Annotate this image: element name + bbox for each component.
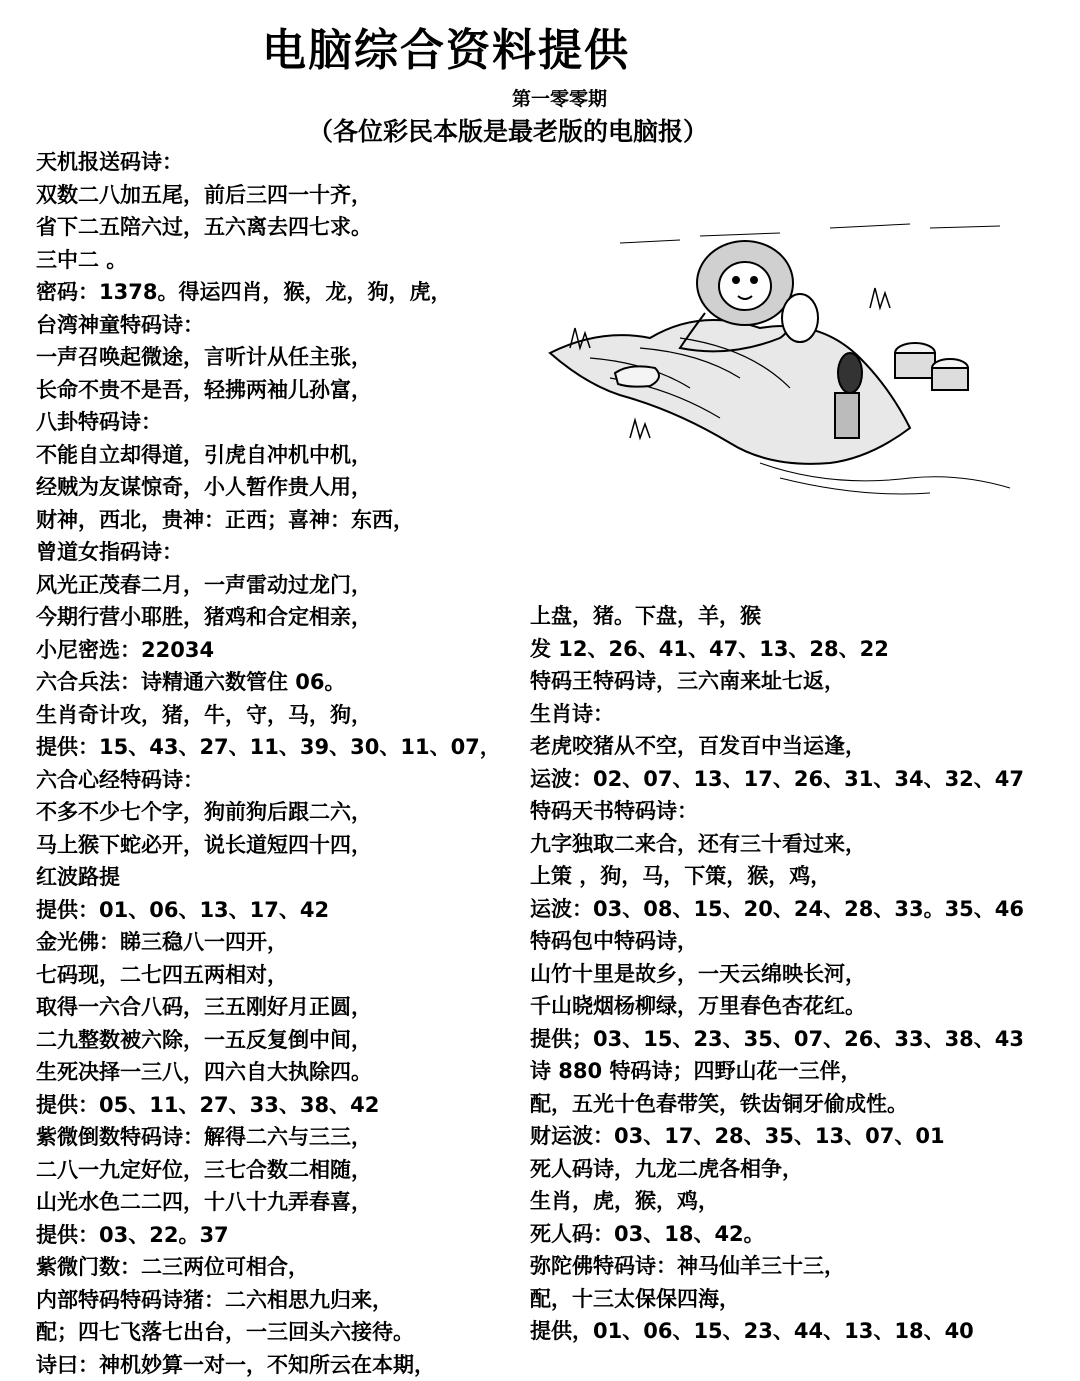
left-column-line: 一声召唤起微途，言听计从任主张， xyxy=(36,341,501,374)
right-column-line: 弥陀佛特码诗：神马仙羊三十三， xyxy=(530,1250,1024,1283)
left-column-line: 六合心经特码诗： xyxy=(36,764,501,797)
left-column-line: 台湾神童特码诗： xyxy=(36,309,501,342)
right-column-line: 老虎咬猪从不空，百发百中当运逢， xyxy=(530,730,1024,763)
right-column-line: 运波：03、08、15、20、24、28、33。35、46 xyxy=(530,893,1024,926)
left-column-line: 红波路提 xyxy=(36,861,501,894)
right-column-line: 配，十三太保保四海， xyxy=(530,1283,1024,1316)
right-column-line: 特码天书特码诗： xyxy=(530,795,1024,828)
right-column-line: 发 12、26、41、47、13、28、22 xyxy=(530,633,1024,666)
left-column-line: 配；四七飞落七出台，一三回头六接待。 xyxy=(36,1316,501,1349)
left-column-line: 天机报送码诗： xyxy=(36,146,501,179)
right-column-line: 千山晓烟杨柳绿，万里春色杏花红。 xyxy=(530,990,1024,1023)
right-column-line: 运波：02、07、13、17、26、31、34、32、47 xyxy=(530,763,1024,796)
issue-number: 第一零零期 xyxy=(512,84,607,111)
right-column-line: 提供，01、06、15、23、44、13、18、40 xyxy=(530,1315,1024,1348)
right-column-line: 死人码：03、18、42。 xyxy=(530,1218,1024,1251)
left-column-line: 双数二八加五尾，前后三四一十齐， xyxy=(36,179,501,212)
left-column-line: 不能自立却得道，引虎自冲机中机， xyxy=(36,439,501,472)
left-column-line: 二九整数被六除，一五反复倒中间， xyxy=(36,1024,501,1057)
left-column-line: 生肖奇计攻，猪，牛，守，马，狗， xyxy=(36,699,501,732)
page-title: 电脑综合资料提供 xyxy=(262,14,630,78)
left-column-line: 小尼密选：22034 xyxy=(36,634,501,667)
right-column-line: 上策 ，狗，马，下策，猴，鸡， xyxy=(530,860,1024,893)
left-column-line: 金光佛：睇三稳八一四开， xyxy=(36,926,501,959)
right-column-line: 九字独取二来合，还有三十看过来， xyxy=(530,828,1024,861)
left-column-line: 生死决择一三八，四六自大执除四。 xyxy=(36,1056,501,1089)
left-column-line: 内部特码特码诗猪：二六相思九归来， xyxy=(36,1284,501,1317)
right-column-line: 特码王特码诗，三六南来址七返， xyxy=(530,665,1024,698)
left-column-line: 紫微倒数特码诗：解得二六与三三， xyxy=(36,1121,501,1154)
left-column-line: 诗曰：神机妙算一对一，不知所云在本期， xyxy=(36,1349,501,1381)
right-column-line: 生肖，虎，猴，鸡， xyxy=(530,1185,1024,1218)
left-column-line: 今期行营小耶胜，猪鸡和合定相亲， xyxy=(36,601,501,634)
right-column-line: 死人码诗，九龙二虎各相争， xyxy=(530,1153,1024,1186)
right-column-line: 财运波：03、17、28、35、13、07、01 xyxy=(530,1120,1024,1153)
right-column-line: 配，五光十色春带笑，铁齿铜牙偷成性。 xyxy=(530,1088,1024,1121)
right-column-line: 提供；03、15、23、35、07、26、33、38、43 xyxy=(530,1023,1024,1056)
left-column-line: 紫微门数：二三两位可相合， xyxy=(36,1251,501,1284)
right-column xyxy=(530,600,1024,1348)
left-column-line: 六合兵法：诗精通六数管住 06。 xyxy=(36,666,501,699)
left-column-line: 山光水色二二四，十八十九弄春喜， xyxy=(36,1186,501,1219)
left-column-line: 八卦特码诗： xyxy=(36,406,501,439)
right-column-line: 特码包中特码诗， xyxy=(530,925,1024,958)
right-column-line: 生肖诗： xyxy=(530,698,1024,731)
left-column-line: 马上猴下蛇必开，说长道短四十四， xyxy=(36,829,501,862)
right-column-line: 诗 880 特码诗；四野山花一三伴， xyxy=(530,1055,1024,1088)
left-column-line: 取得一六合八码，三五刚好月正圆， xyxy=(36,991,501,1024)
lion-illustration xyxy=(530,188,1020,533)
left-column-line: 风光正茂春二月，一声雷动过龙门， xyxy=(36,569,501,602)
left-column-line: 密码：1378。得运四肖，猴，龙，狗，虎， xyxy=(36,276,501,309)
left-column-line: 经贼为友谋惊奇，小人暂作贵人用， xyxy=(36,471,501,504)
right-column-line: 山竹十里是故乡，一天云绵映长河， xyxy=(530,958,1024,991)
left-column-line: 提供：03、22。37 xyxy=(36,1219,501,1252)
left-column-line: 提供：05、11、27、33、38、42 xyxy=(36,1089,501,1122)
right-column-line: 上盘，猪。下盘，羊，猴 xyxy=(530,600,1024,633)
left-column-line: 财神，西北，贵神：正西；喜神：东西， xyxy=(36,504,501,537)
left-column-line: 不多不少七个字，狗前狗后跟二六， xyxy=(36,796,501,829)
page-subtitle: （各位彩民本版是最老版的电脑报） xyxy=(308,112,708,148)
left-column-line: 长命不贵不是吾，轻拂两袖儿孙富， xyxy=(36,374,501,407)
left-column-line: 曾道女指码诗： xyxy=(36,536,501,569)
left-column-line: 省下二五陪六过，五六离去四七求。 xyxy=(36,211,501,244)
left-column-line: 七码现，二七四五两相对， xyxy=(36,959,501,992)
left-column-line: 提供：01、06、13、17、42 xyxy=(36,894,501,927)
left-column-line: 二八一九定好位，三七合数二相随， xyxy=(36,1154,501,1187)
left-column-line: 三中二 。 xyxy=(36,244,501,277)
left-column xyxy=(36,146,501,1381)
left-column-line: 提供：15、43、27、11、39、30、11、07， xyxy=(36,731,501,764)
